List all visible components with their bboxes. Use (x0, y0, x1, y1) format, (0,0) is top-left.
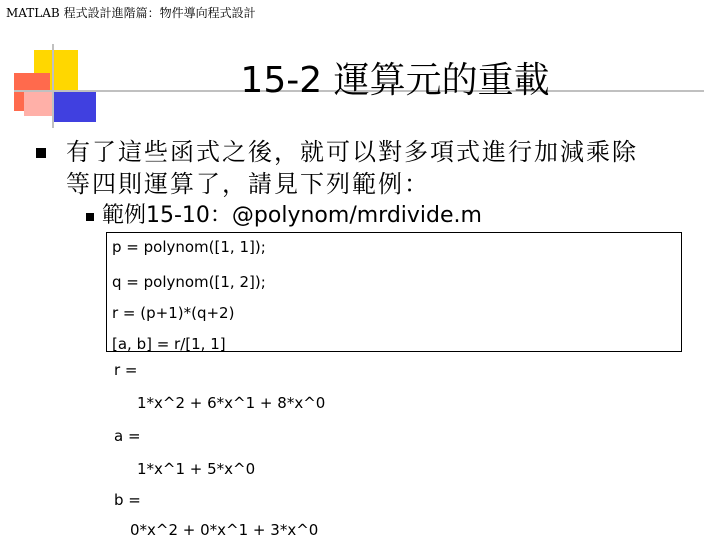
output-line: 0*x^2 + 0*x^1 + 3*x^0 (130, 521, 319, 539)
bullet-square-icon (36, 148, 46, 158)
output-line: 1*x^2 + 6*x^1 + 8*x^0 (137, 394, 326, 412)
code-line: p = polynom([1, 1]); (112, 238, 266, 256)
bullet-line-2: 等四則運算了，請見下列範例： (66, 170, 430, 198)
sub-bullet-square-icon (86, 213, 94, 221)
output-line: 1*x^1 + 5*x^0 (137, 460, 256, 478)
output-line: a = (114, 427, 141, 445)
bullet-line-1: 有了這些函式之後，就可以對多項式進行加減乘除 (66, 138, 638, 166)
output-line: b = (114, 491, 141, 509)
slide-title: 15-2 運算元的重載 (240, 60, 550, 101)
slide-header: MATLAB 程式設計進階篇：物件導向程式設計 (6, 6, 256, 20)
code-line: [a, b] = r/[1, 1] (112, 335, 226, 353)
code-line: q = polynom([1, 2]); (112, 273, 266, 291)
output-line: r = (114, 361, 138, 379)
example-heading: 範例15-10：@polynom/mrdivide.m (102, 203, 482, 228)
code-line: r = (p+1)*(q+2) (112, 304, 235, 322)
bullet-paragraph (66, 136, 706, 200)
